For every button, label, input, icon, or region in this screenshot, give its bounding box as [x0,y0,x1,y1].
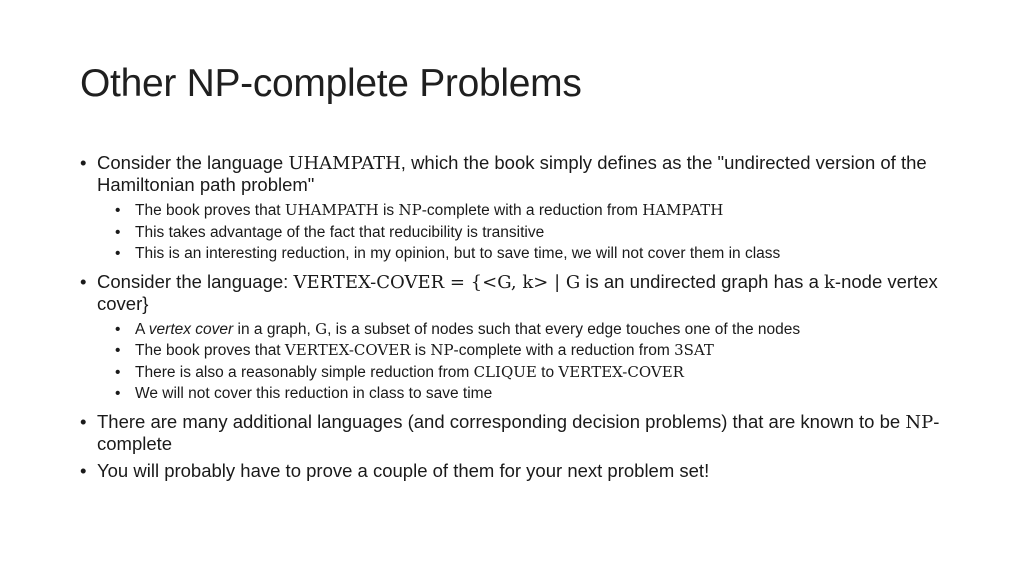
sub-bullet-text: The book proves that [135,342,285,359]
math-term: NP [905,411,934,433]
sub-bullet [115,243,940,265]
math-term: NP [430,341,454,359]
math-term: UHAMPATH [284,201,379,219]
math-term: 3SAT [674,341,714,359]
bullet-text: Consider the language [97,152,289,173]
math-term: UHAMPATH [288,153,401,174]
sub-bullet-text: to [536,363,559,381]
bullet-uhampath [80,152,940,265]
bullet-text: There are many additional languages (and corresponding decision problems) that are known to be [97,410,906,432]
bullet-additional-languages [80,411,940,454]
sub-bullet [115,200,940,222]
bullet-text: -complete [97,410,940,454]
bullet-problem-set [80,460,940,481]
math-term: NP [398,201,422,219]
math-term: k [824,271,835,293]
sub-bullet [115,222,940,244]
sub-bullet-text: -complete with a reduction from [453,342,675,359]
bullet-text: -node vertex cover} [97,270,938,314]
bullet-text: Consider the language: [97,270,294,292]
sub-bullet [115,319,940,341]
sub-bullet-text: This is an interesting reduction, in my opinion, but to save time, we will not cover them in class [135,245,781,262]
sub-bullet [115,362,940,384]
sub-bullet-text: -complete with a reduction from [421,202,643,219]
sub-bullet-text: A [135,320,149,338]
bullet-text: , which the book simply defines as the "undirected version of the Hamiltonian path problem" [97,152,927,195]
sub-bullet [115,340,940,362]
sub-bullet-list [115,319,940,405]
bullet-list [80,152,940,481]
sub-bullet-text: There is also a reasonably simple reduction from [135,363,474,381]
math-term: VERTEX-COVER [558,362,684,381]
sub-bullet-text: We will not cover this reduction in class to save time [135,385,493,402]
sub-bullet [115,383,940,405]
math-term: VERTEX-COVER [284,341,411,359]
bullet-vertex-cover [80,271,940,405]
emphasis-term: vertex cover [148,320,234,338]
bullet-text: is an undirected graph has a [580,270,824,292]
slide-content [80,152,940,487]
sub-bullet-text: , is a subset of nodes such that every edge touches one of the nodes [327,320,801,338]
math-term: G [315,319,328,338]
slide-title: Other NP-complete Problems [80,62,582,105]
bullet-text: You will probably have to prove a couple of them for your next problem set! [97,459,710,481]
sub-bullet-text: The book proves that [135,202,285,219]
math-term: VERTEX-COVER = {<G, k> | G [293,271,581,293]
math-term: CLIQUE [473,362,537,381]
math-term: HAMPATH [642,201,724,219]
sub-bullet-text: This takes advantage of the fact that reducibility is transitive [135,223,545,241]
sub-bullet-text: is [410,342,431,359]
sub-bullet-list [115,200,940,265]
sub-bullet-text: is [378,202,399,219]
sub-bullet-text: in a graph, [233,320,316,338]
